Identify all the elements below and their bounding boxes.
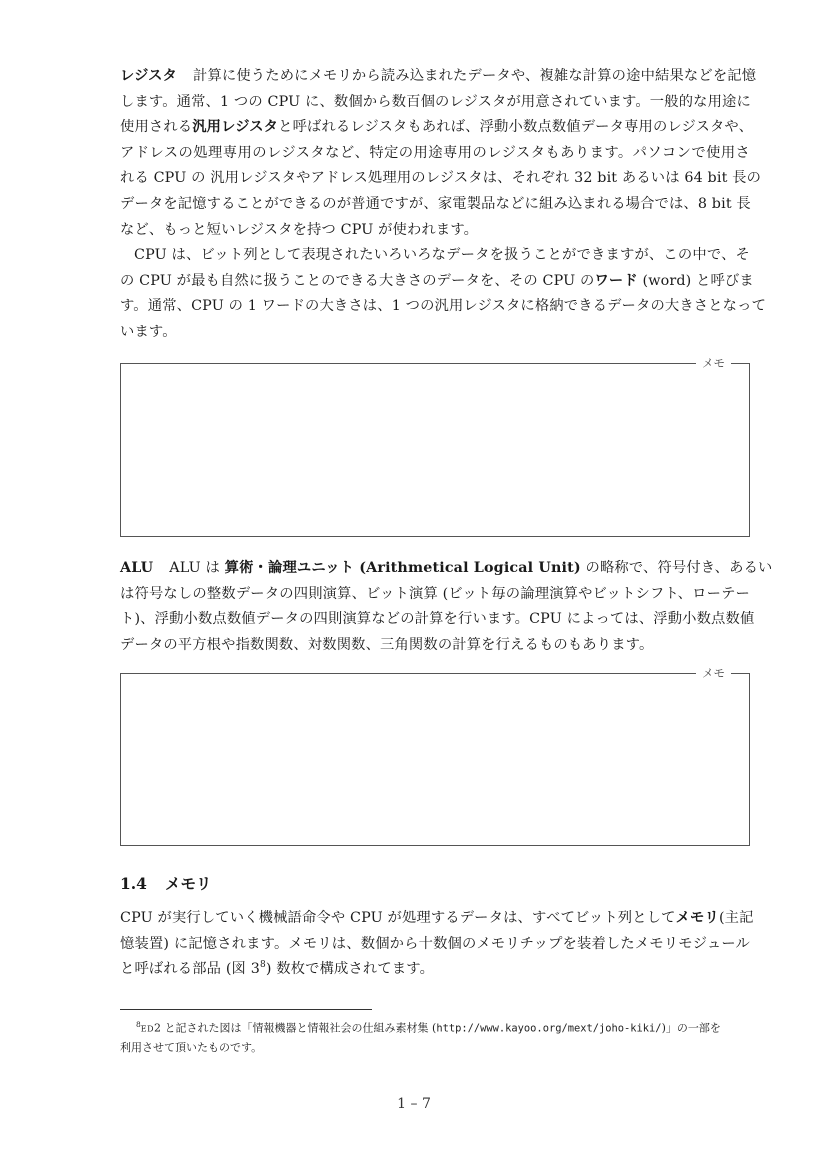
word-paragraph: CPU は、ビット列として表現されたいろいろなデータを扱うことができますが、この中で、そ の CPU が最も自然に扱うことのできる大きさのデータを、その CPU のワード (word) と呼びま す。通常、CPU の 1 ワードの大きさは、1 つの汎用レジスタに格納できるデータの大きさとなって います。 xyxy=(120,247,767,340)
term-register: レジスタ xyxy=(120,68,178,84)
footnote: $^8$ED2 と記された図は「情報機器と情報社会の仕組み素材集 (http://www.kayoo.org/mext/joho-kiki/)」の一部を 利用させて頂いたものです。 xyxy=(120,1020,721,1054)
memo-box-1[interactable] xyxy=(120,356,750,537)
term-memory: メモリ xyxy=(675,910,719,926)
section-heading xyxy=(120,873,750,895)
register-paragraph: レジスタ 計算に使うためにメモリから読み込まれたデータや、複雑な計算の途中結果などを記憶 します。通常、1 つの CPU に、数個から数百個のレジスタが用意されています。一般的な用途に 使用される汎用レジスタと呼ばれるレジスタもあれば、浮動小数点数値データ専用のレジスタや、 アドレスの処理専用のレジスタなど、特定の用途専用のレジスタもあります。パソコンで使用さ れる CPU の 汎用レジスタやアドレス処理用のレジスタは、それぞれ 32 bit あるいは 64 bit 長の データを記憶することができるのが普通ですが、家電製品などに組み込まれる場合では、8 bit 長 など、もっと短いレジスタを持つ CPU が使われます。 xyxy=(120,68,762,238)
term-general-register: 汎用レジスタ xyxy=(192,119,279,136)
footnote-rule xyxy=(120,1009,372,1010)
memo-label: メモ xyxy=(696,355,731,371)
term-alu: ALU xyxy=(120,560,154,576)
memo-label: メモ xyxy=(696,665,731,681)
alu-paragraph: ALU ALU は 算術・論理ユニット (Arithmetical Logical Unit) の略称で、符号付き、あるい は符号なしの整数データの四則演算、ビット演算 (ビット毎の論理演算やビットシフト、ローテー ト)、浮動小数点数値データの四則演算などの計算を行います。CPU によっては、浮動小数点数値 データの平方根や指数関数、対数関数、三角関数の計算を行えるものもあります。 xyxy=(120,560,773,653)
section-title: メモリ xyxy=(164,875,212,893)
memo-box-2[interactable] xyxy=(120,666,750,846)
term-arithmetic-logic-unit: 算術・論理ユニット xyxy=(224,560,355,576)
footnote-url[interactable]: http://www.kayoo.org/mext/joho-kiki/ xyxy=(436,1022,662,1035)
section-number: 1.4 xyxy=(120,874,147,893)
footnote-reference[interactable]: 8 xyxy=(259,960,266,971)
memory-paragraph: CPU が実行していく機械語命令や CPU が処理するデータは、すべてビット列としてメモリ(主記 憶装置) に記憶されます。メモリは、数個から十数個のメモリチップを装着したメモリモジュール と呼ばれる部品 (図 3$^8$) 数枚で構成されてます。 xyxy=(120,910,754,978)
footnote-mark: 8 xyxy=(136,1020,141,1029)
page-number: 1 – 7 xyxy=(397,1096,431,1112)
term-word: ワード xyxy=(594,272,638,289)
